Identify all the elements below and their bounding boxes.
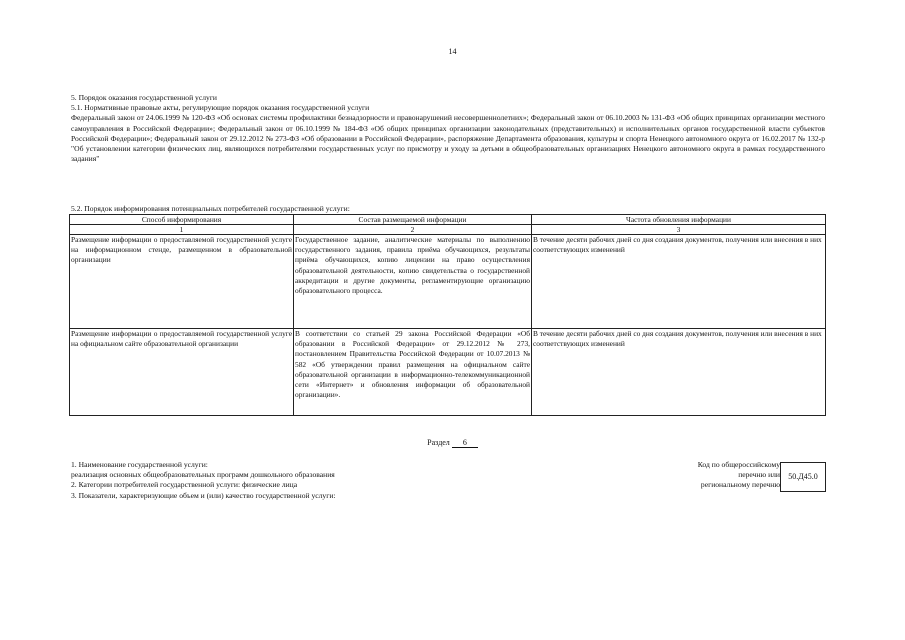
section-heading-label: Раздел [427, 438, 450, 447]
column-number: 2 [294, 225, 532, 235]
table-row [70, 329, 826, 416]
legal-acts-list: Федеральный закон от 24.06.1999 № 120-ФЗ «Об основах системы профилактики безнадзорности и правонарушений несовершеннолетних»; Федеральный закон от 06.10.2003 № 131-ФЗ «Об общих принципах организации местного самоуправления в Российской Федерации»; Федеральный закон от 06.10.1999 № 184-ФЗ «Об общих принципах организации законодательных (представительных) и исполнительных органов государственной власти субъектов Российской Федерации»; Федеральный закон от 29.12.2012 № 273-ФЗ «Об образовании в Российской Федерации», распоряжение Департамента образования, культуры и спорта Ненецкого автономного округа от 16.02.2017 № 132-р "Об установлении категории физических лиц, являющихся потребителями государственных услуг по присмотру и уходу за детьми в общеобразовательных организациях Ненецкого автономного округа в рамках государственного задания" [71, 113, 825, 164]
method-cell: Размещение информации о предоставляемой государственной услуге на информационном стенде, размещенном в образовательной организации [70, 235, 294, 329]
column-numbers-row [70, 225, 826, 235]
info-table-caption: 5.2. Порядок информирования потенциальных потребителей государственной услуги: [71, 204, 350, 213]
header-frequency: Частота обновления информации [532, 215, 826, 225]
frequency-cell: В течение десяти рабочих дней со дня создания документов, получения или внесения в них соответствующих изменений [532, 329, 826, 416]
header-content: Состав размещаемой информации [294, 215, 532, 225]
consumer-category: 2. Категории потребителей государственной услуги: физические лица [71, 480, 298, 490]
section-heading [0, 438, 905, 448]
service-info [71, 460, 591, 501]
registry-code-label-line: региональному перечню [700, 480, 780, 490]
registry-code-box: 50.Д45.0 [780, 462, 826, 492]
section-5-title: 5. Порядок оказания государственной услуги [71, 93, 217, 102]
column-number: 3 [532, 225, 826, 235]
table-row [70, 235, 826, 329]
content-cell: В соответствии со статьей 29 закона Российской Федерации «Об образовании в Российской Федерации» от 29.12.2012 № 273, постановлением Правительства Российской Федерации от 10.07.2013 № 582 «Об утверждении правил размещения на официальном сайте образовательной организации в информационно-телекоммуникационной сети «Интернет» и обновления информации об образовательной организации». [294, 329, 532, 416]
page-number: 14 [448, 47, 457, 56]
section-heading-number: 6 [452, 438, 478, 448]
section-5 [71, 93, 825, 164]
info-table [69, 214, 826, 416]
column-number: 1 [70, 225, 294, 235]
registry-code-label-line: Код по общероссийскому [697, 460, 780, 469]
table-header-row [70, 215, 826, 225]
service-name-value: реализация основных общеобразовательных программ дошкольного образования [71, 470, 335, 480]
registry-code-label [660, 460, 780, 491]
service-name-label: 1. Наименование государственной услуги: [71, 460, 208, 469]
registry-code-label-line: перечню или [738, 470, 780, 480]
frequency-cell: В течение десяти рабочих дней со дня создания документов, получения или внесения в них соответствующих изменений [532, 235, 826, 329]
header-method: Способ информирования [70, 215, 294, 225]
section-5-1-title: 5.1. Нормативные правовые акты, регулирующие порядок оказания государственной услуги [71, 103, 370, 113]
indicators-heading: 3. Показатели, характеризующие объем и (или) качество государственной услуги: [71, 490, 336, 500]
content-cell: Государственное задание, аналитические материалы по выполнению государственного задания, правила приёма обучающихся, результаты приёма обучающихся, копию лицензии на право осуществления образовательной деятельности, копию свидетельства о государственной аккредитации и другие документы, регламентирующие организацию образовательного процесса. [294, 235, 532, 329]
method-cell: Размещение информации о предоставляемой государственной услуге на официальном сайте образовательной организации [70, 329, 294, 416]
